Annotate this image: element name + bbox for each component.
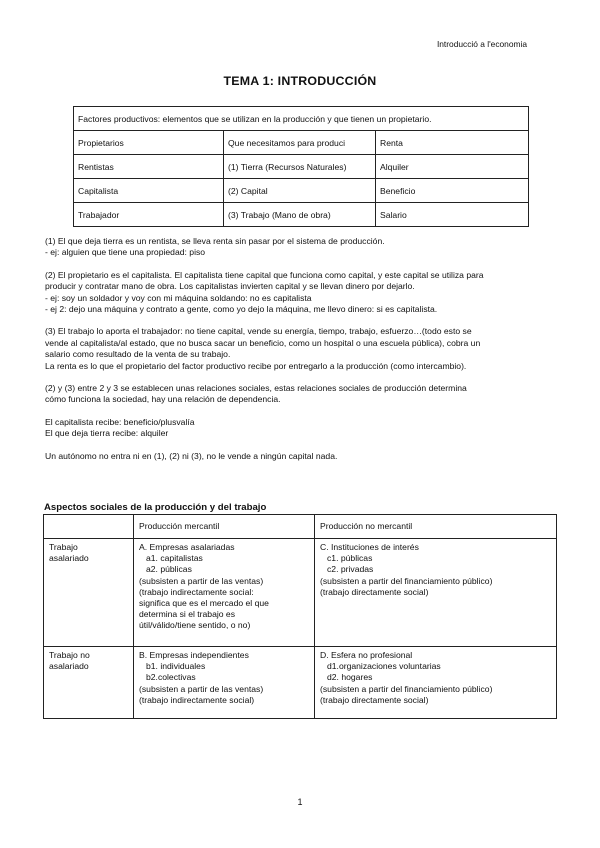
table-cell bbox=[315, 647, 557, 719]
text-line: La renta es lo que el propietario del factor productivo recibe por entregarlo a la producción (como intercambio). bbox=[45, 360, 467, 371]
text-line: Un autónomo no entra ni en (1), (2) ni (3), no le vende a ningún capital nada. bbox=[45, 450, 338, 461]
text-line: (3) El trabajo lo aporta el trabajador: no tiene capital, vende su energía, tiempo, trabajo, esfuerzo…(todo esto se bbox=[45, 326, 472, 337]
table-row bbox=[44, 647, 557, 719]
table-header-row bbox=[44, 515, 557, 539]
table-cell bbox=[134, 647, 315, 719]
cell-line: útil/válido/tiene sentido, o no) bbox=[139, 620, 251, 631]
text-line: - ej: alguien que tiene una propiedad: piso bbox=[45, 247, 206, 258]
table-header-row bbox=[74, 131, 529, 155]
table-caption: Factores productivos: elementos que se utilizan en la producción y que tienen un propietario. bbox=[74, 107, 529, 131]
paragraph bbox=[45, 417, 557, 440]
cell-line: D. Esfera no profesional bbox=[320, 650, 413, 660]
paragraph bbox=[45, 451, 557, 462]
page-title: TEMA 1: INTRODUCCIÓN bbox=[223, 74, 377, 88]
text-line: El capitalista recibe: beneficio/plusvalía bbox=[45, 416, 195, 427]
cell-line: (subsisten a partir del financiamiento público) bbox=[320, 683, 493, 694]
page-number: 1 bbox=[297, 797, 303, 807]
cell-line: d2. hogares bbox=[327, 672, 373, 683]
text-line: - ej 2: dejo una máquina y contrato a gente, como yo dejo la máquina, me llevo dinero: si es capitalista. bbox=[45, 304, 438, 315]
cell-line: A. Empresas asalariadas bbox=[139, 542, 235, 552]
cell-line: b2.colectivas bbox=[146, 672, 196, 683]
paragraph bbox=[45, 326, 557, 372]
cell-line: (trabajo directamente social) bbox=[320, 586, 429, 597]
table-cell bbox=[315, 539, 557, 647]
factors-table bbox=[73, 106, 529, 227]
section-title: Aspectos sociales de la producción y del trabajo bbox=[44, 502, 267, 513]
table-row bbox=[44, 539, 557, 647]
table-cell: Salario bbox=[376, 203, 529, 227]
header-cell bbox=[44, 515, 134, 539]
cell-line: a2. públicas bbox=[146, 564, 192, 575]
table-cell: (1) Tierra (Recursos Naturales) bbox=[224, 155, 376, 179]
cell-line: (subsisten a partir de las ventas) bbox=[139, 575, 264, 586]
cell-line: Trabajo bbox=[49, 542, 78, 552]
cell-line: c1. públicas bbox=[327, 553, 373, 564]
cell-line: (subsisten a partir de las ventas) bbox=[139, 683, 264, 694]
table-cell: Capitalista bbox=[74, 179, 224, 203]
aspects-table bbox=[43, 514, 557, 719]
header-cell: Que necesitamos para produci bbox=[224, 131, 376, 155]
body-text bbox=[45, 236, 557, 473]
cell-line: B. Empresas independientes bbox=[139, 650, 249, 660]
header-cell: Propietarios bbox=[74, 131, 224, 155]
table-cell bbox=[134, 539, 315, 647]
paragraph bbox=[45, 270, 557, 316]
text-line: producir y contratar mano de obra. Los capitalistas invierten capital y se llevan dinero por dejarlo. bbox=[45, 281, 415, 292]
cell-line: asalariado bbox=[49, 661, 89, 672]
table-cell: Beneficio bbox=[376, 179, 529, 203]
table-cell: (2) Capital bbox=[224, 179, 376, 203]
text-line: (2) y (3) entre 2 y 3 se establecen unas relaciones sociales, estas relaciones sociales de producción determina bbox=[45, 383, 467, 394]
header-cell: Producción no mercantil bbox=[315, 515, 557, 539]
table-cell: Rentistas bbox=[74, 155, 224, 179]
text-line: salario como resultado de la venta de su trabajo. bbox=[45, 349, 231, 360]
table-cell: Trabajador bbox=[74, 203, 224, 227]
text-line: cómo funciona la sociedad, hay una relación de dependencia. bbox=[45, 394, 281, 405]
paragraph bbox=[45, 383, 557, 406]
cell-line: (trabajo indirectamente social) bbox=[139, 694, 255, 705]
cell-line: C. Instituciones de interés bbox=[320, 542, 419, 552]
table-row bbox=[74, 179, 529, 203]
header-cell: Renta bbox=[376, 131, 529, 155]
running-header: Introducció a l'economia bbox=[436, 39, 527, 49]
cell-line: asalariado bbox=[49, 553, 89, 564]
cell-line: determina si el trabajo es bbox=[139, 609, 236, 620]
text-line: El que deja tierra recibe: alquiler bbox=[45, 428, 169, 439]
cell-line: c2. privadas bbox=[327, 564, 374, 575]
text-line: (1) El que deja tierra es un rentista, se lleva renta sin pasar por el sistema de producción. bbox=[45, 236, 385, 246]
cell-line: (trabajo indirectamente social: bbox=[139, 586, 254, 597]
table-row bbox=[74, 203, 529, 227]
table-caption-row bbox=[74, 107, 529, 131]
cell-line: a1. capitalistas bbox=[146, 553, 203, 564]
cell-line: d1.organizaciones voluntarias bbox=[327, 661, 441, 672]
cell-line: significa que es el mercado el que bbox=[139, 598, 269, 609]
text-line: - ej: soy un soldador y voy con mi máquina soldando: no es capitalista bbox=[45, 292, 312, 303]
table-row bbox=[74, 155, 529, 179]
cell-line: (subsisten a partir del financiamiento público) bbox=[320, 575, 493, 586]
paragraph bbox=[45, 236, 557, 259]
row-label-cell bbox=[44, 539, 134, 647]
text-line: (2) El propietario es el capitalista. El capitalista tiene capital que funciona como capital, y este capital se utiliza para bbox=[45, 269, 484, 280]
table-cell: Alquiler bbox=[376, 155, 529, 179]
row-label-cell bbox=[44, 647, 134, 719]
table-cell: (3) Trabajo (Mano de obra) bbox=[224, 203, 376, 227]
text-line: vende al capitalista/al estado, que no busca sacar un beneficio, como un hospital o una escuela pública), cobra un bbox=[45, 337, 481, 348]
header-cell: Producción mercantil bbox=[134, 515, 315, 539]
cell-line: Trabajo no bbox=[49, 650, 90, 660]
cell-line: (trabajo directamente social) bbox=[320, 694, 429, 705]
cell-line: b1. individuales bbox=[146, 661, 206, 672]
